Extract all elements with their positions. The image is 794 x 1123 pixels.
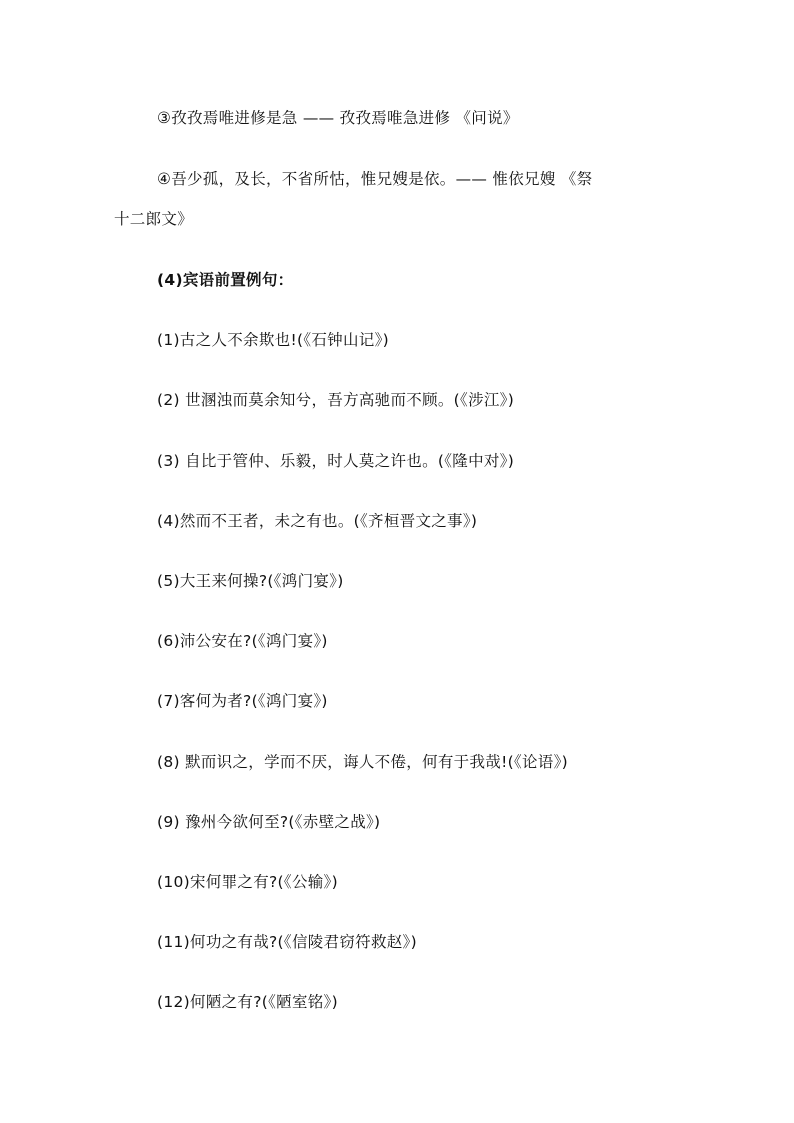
example-item-4: (4)然而不王者，未之有也。(《齐桓晋文之事》)	[157, 512, 478, 530]
section-heading: (4)宾语前置例句：	[157, 271, 294, 289]
example-item-1: (1)古之人不余欺也!(《石钟山记》)	[157, 331, 389, 349]
example-item-10: (10)宋何罪之有?(《公输》)	[157, 873, 338, 891]
example-item-6: (6)沛公安在?(《鸿门宴》)	[157, 632, 328, 650]
example-item-2: (2) 世溷浊而莫余知兮，吾方高驰而不顾。(《涉江》)	[157, 391, 515, 409]
example-item-12: (12)何陋之有?(《陋室铭》)	[157, 993, 338, 1011]
example-item-5: (5)大王来何操?(《鸿门宴》)	[157, 572, 344, 590]
example-item-8: (8) 默而识之，学而不厌，诲人不倦，何有于我哉!(《论语》)	[157, 753, 568, 771]
example-item-9: (9) 豫州今欲何至?(《赤壁之战》)	[157, 813, 381, 831]
example-item-11: (11)何功之有哉?(《信陵君窃符救赵》)	[157, 933, 417, 951]
example-item-7: (7)客何为者?(《鸿门宴》)	[157, 692, 328, 710]
paragraph-4-line-2: 十二郎文》	[114, 210, 194, 228]
paragraph-3: ③孜孜焉唯进修是急 —— 孜孜焉唯急进修 《问说》	[157, 109, 519, 127]
paragraph-4-line-1: ④吾少孤，及长，不省所怙，惟兄嫂是依。—— 惟依兄嫂 《祭	[157, 170, 593, 188]
example-item-3: (3) 自比于管仲、乐毅，时人莫之许也。(《隆中对》)	[157, 452, 515, 470]
